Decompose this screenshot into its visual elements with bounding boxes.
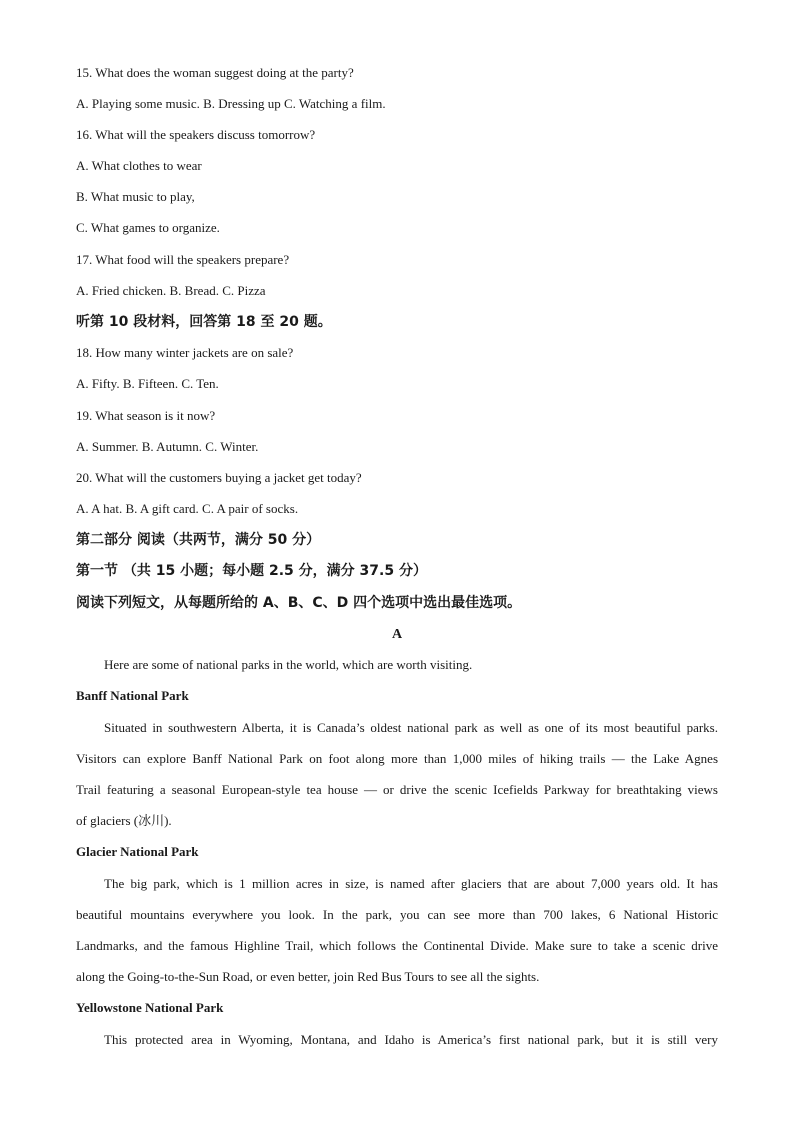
- glacier-line-1: The big park, which is 1 million acres in size, is named after glaciers that are about 7,000 years old. It has: [104, 876, 718, 891]
- question-20-options: A. A hat. B. A gift card. C. A pair of socks.: [76, 501, 299, 516]
- question-17: 17. What food will the speakers prepare?: [76, 252, 290, 267]
- question-15: 15. What does the woman suggest doing at the party?: [76, 65, 354, 80]
- banff-line-3: Trail featuring a seasonal European-style tea house — or drive the scenic Icefields Parkway for breathtaking views: [76, 782, 718, 797]
- question-18-options: A. Fifty. B. Fifteen. C. Ten.: [76, 376, 219, 391]
- question-17-options: A. Fried chicken. B. Bread. C. Pizza: [76, 283, 266, 298]
- question-19-options: A. Summer. B. Autumn. C. Winter.: [76, 439, 259, 454]
- banff-line-4: of glaciers (冰川).: [76, 813, 172, 828]
- banff-line-2: Visitors can explore Banff National Park on foot along more than 1,000 miles of hiking trails — the Lake Agnes: [76, 751, 718, 766]
- glacier-line-4: along the Going-to-the-Sun Road, or even better, join Red Bus Tours to see all the sights.: [76, 969, 540, 984]
- question-18: 18. How many winter jackets are on sale?: [76, 345, 294, 360]
- glacier-title: Glacier National Park: [76, 844, 199, 859]
- part2-instruction: 阅读下列短文，从每题所给的 A、B、C、D 四个选项中选出最佳选项。: [76, 595, 522, 611]
- question-20: 20. What will the customers buying a jacket get today?: [76, 470, 362, 485]
- banff-title: Banff National Park: [76, 688, 189, 703]
- section-10-heading: 听第 10 段材料，回答第 18 至 20 题。: [76, 314, 332, 330]
- yellowstone-title: Yellowstone National Park: [76, 1000, 224, 1015]
- part2-heading: 第二部分 阅读（共两节，满分 50 分）: [76, 532, 321, 548]
- question-15-options: A. Playing some music. B. Dressing up C. Watching a film.: [76, 96, 386, 111]
- question-16-option-a: A. What clothes to wear: [76, 158, 202, 173]
- glacier-line-2: beautiful mountains everywhere you look. In the park, you can see more than 700 lakes, 6 National Historic: [76, 907, 718, 922]
- question-19: 19. What season is it now?: [76, 408, 216, 423]
- question-16-option-c: C. What games to organize.: [76, 220, 220, 235]
- glacier-line-3: Landmarks, and the famous Highline Trail, which follows the Continental Divide. Make sure to take a scenic drive: [76, 938, 718, 953]
- question-16-option-b: B. What music to play,: [76, 189, 195, 204]
- question-16: 16. What will the speakers discuss tomorrow?: [76, 127, 316, 142]
- passage-label: A: [391, 627, 403, 642]
- yellowstone-line-1: This protected area in Wyoming, Montana, and Idaho is America’s first national park, but it is still very: [104, 1032, 718, 1047]
- banff-line-1: Situated in southwestern Alberta, it is Canada’s oldest national park as well as one of its most beautiful parks.: [104, 720, 718, 735]
- part2-section1: 第一节 （共 15 小题；每小题 2.5 分，满分 37.5 分）: [76, 563, 427, 579]
- passage-intro: Here are some of national parks in the world, which are worth visiting.: [104, 657, 473, 672]
